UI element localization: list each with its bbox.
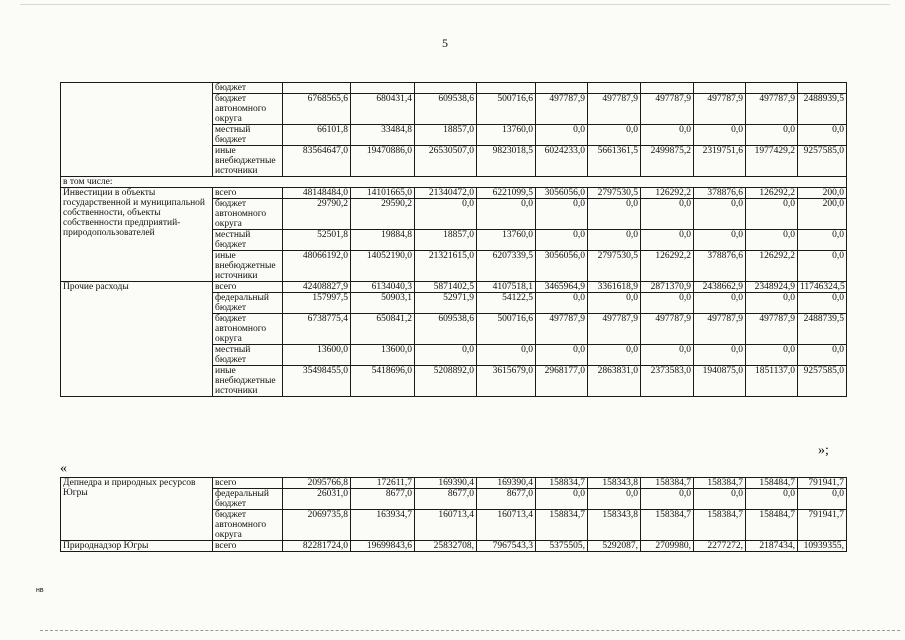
amount-cell: 29790,2 bbox=[283, 199, 351, 230]
amount-cell: 0,0 bbox=[694, 230, 746, 251]
category-cell: Инвестиции в объекты государственной и муниципальной собственности, объекты собственности предприятий-природопользователей bbox=[61, 188, 213, 282]
amount-cell: 8677,0 bbox=[415, 489, 477, 510]
amount-cell: 0,0 bbox=[477, 345, 536, 366]
amount-cell: 2277272, bbox=[694, 541, 746, 552]
amount-cell: 4107518,1 bbox=[477, 282, 536, 293]
amount-cell bbox=[746, 83, 798, 94]
amount-cell: 0,0 bbox=[641, 293, 694, 314]
funding-source-cell: бюджет автономного округа bbox=[213, 510, 283, 541]
table-row bbox=[61, 83, 847, 94]
amount-cell: 0,0 bbox=[798, 125, 847, 146]
amount-cell: 29590,2 bbox=[351, 199, 415, 230]
amount-cell: 19884,8 bbox=[351, 230, 415, 251]
amount-cell: 2488739,5 bbox=[798, 314, 847, 345]
amount-cell: 6768565,6 bbox=[283, 94, 351, 125]
amount-cell: 160713,4 bbox=[477, 510, 536, 541]
amount-cell: 0,0 bbox=[746, 345, 798, 366]
amount-cell: 0,0 bbox=[798, 293, 847, 314]
amount-cell: 19699843,6 bbox=[351, 541, 415, 552]
amount-cell bbox=[798, 83, 847, 94]
funding-source-cell: всего bbox=[213, 282, 283, 293]
amount-cell: 0,0 bbox=[694, 125, 746, 146]
closing-quote: »; bbox=[818, 443, 829, 458]
amount-cell: 158484,7 bbox=[746, 478, 798, 489]
amount-cell: 650841,2 bbox=[351, 314, 415, 345]
amount-cell: 0,0 bbox=[694, 293, 746, 314]
amount-cell: 6221099,5 bbox=[477, 188, 536, 199]
amount-cell: 48066192,0 bbox=[283, 251, 351, 282]
amount-cell: 6024233,0 bbox=[536, 146, 588, 177]
amount-cell: 42408827,9 bbox=[283, 282, 351, 293]
amount-cell: 158343,8 bbox=[588, 478, 641, 489]
funding-source-cell: иные внебюджетные источники bbox=[213, 366, 283, 397]
budget-table-amendment bbox=[60, 477, 847, 552]
amount-cell: 2709980, bbox=[641, 541, 694, 552]
amount-cell bbox=[283, 83, 351, 94]
funding-source-cell: бюджет автономного округа bbox=[213, 94, 283, 125]
amount-cell: 200,0 bbox=[798, 199, 847, 230]
amount-cell bbox=[351, 83, 415, 94]
amount-cell: 3056056,0 bbox=[536, 188, 588, 199]
amount-cell: 18857,0 bbox=[415, 230, 477, 251]
amount-cell: 7967543,3 bbox=[477, 541, 536, 552]
amount-cell bbox=[588, 83, 641, 94]
amount-cell: 66101,8 bbox=[283, 125, 351, 146]
amount-cell: 609538,6 bbox=[415, 94, 477, 125]
funding-source-cell: иные внебюджетные источники bbox=[213, 146, 283, 177]
amount-cell: 158834,7 bbox=[536, 510, 588, 541]
funding-source-cell: местный бюджет bbox=[213, 125, 283, 146]
category-cell: Природнадзор Югры bbox=[61, 541, 213, 552]
amount-cell: 378876,6 bbox=[694, 251, 746, 282]
opening-quote: « bbox=[60, 461, 67, 476]
amount-cell: 2863831,0 bbox=[588, 366, 641, 397]
amount-cell: 21321615,0 bbox=[415, 251, 477, 282]
amount-cell: 13760,0 bbox=[477, 125, 536, 146]
amount-cell: 2871370,9 bbox=[641, 282, 694, 293]
table-row bbox=[61, 541, 847, 552]
amount-cell: 609538,6 bbox=[415, 314, 477, 345]
amount-cell: 158384,7 bbox=[694, 510, 746, 541]
amount-cell: 0,0 bbox=[641, 345, 694, 366]
amount-cell: 9257585,0 bbox=[798, 146, 847, 177]
amount-cell: 169390,4 bbox=[477, 478, 536, 489]
amount-cell: 0,0 bbox=[415, 345, 477, 366]
amount-cell: 13760,0 bbox=[477, 230, 536, 251]
scan-bottom-edge bbox=[40, 630, 900, 631]
amount-cell: 11746324,5 bbox=[798, 282, 847, 293]
amount-cell: 13600,0 bbox=[283, 345, 351, 366]
amount-cell: 2187434, bbox=[746, 541, 798, 552]
amount-cell: 158834,7 bbox=[536, 478, 588, 489]
amount-cell: 0,0 bbox=[798, 230, 847, 251]
amount-cell: 50903,1 bbox=[351, 293, 415, 314]
category-cell: Прочие расходы bbox=[61, 282, 213, 397]
amount-cell: 126292,2 bbox=[746, 251, 798, 282]
amount-cell: 169390,4 bbox=[415, 478, 477, 489]
amount-cell: 160713,4 bbox=[415, 510, 477, 541]
amount-cell: 35498455,0 bbox=[283, 366, 351, 397]
amount-cell: 2968177,0 bbox=[536, 366, 588, 397]
amount-cell: 5375505, bbox=[536, 541, 588, 552]
amount-cell: 0,0 bbox=[798, 345, 847, 366]
amount-cell: 126292,2 bbox=[746, 188, 798, 199]
funding-source-cell: бюджет автономного округа bbox=[213, 199, 283, 230]
amount-cell: 2797530,5 bbox=[588, 188, 641, 199]
amount-cell: 158384,7 bbox=[641, 510, 694, 541]
amount-cell: 0,0 bbox=[694, 489, 746, 510]
amount-cell: 26031,0 bbox=[283, 489, 351, 510]
amount-cell: 0,0 bbox=[641, 489, 694, 510]
table-row bbox=[61, 478, 847, 489]
funding-source-cell: всего bbox=[213, 188, 283, 199]
amount-cell: 680431,4 bbox=[351, 94, 415, 125]
funding-source-cell: местный бюджет bbox=[213, 230, 283, 251]
amount-cell: 2069735,8 bbox=[283, 510, 351, 541]
amount-cell: 0,0 bbox=[536, 293, 588, 314]
funding-source-cell: федеральный бюджет bbox=[213, 489, 283, 510]
amount-cell: 10939355, bbox=[798, 541, 847, 552]
amount-cell: 126292,2 bbox=[641, 188, 694, 199]
amount-cell: 3615679,0 bbox=[477, 366, 536, 397]
amount-cell bbox=[641, 83, 694, 94]
amount-cell: 14052190,0 bbox=[351, 251, 415, 282]
amount-cell: 83564647,0 bbox=[283, 146, 351, 177]
amount-cell: 5418696,0 bbox=[351, 366, 415, 397]
amount-cell: 6134040,3 bbox=[351, 282, 415, 293]
amount-cell: 0,0 bbox=[588, 345, 641, 366]
amount-cell: 5661361,5 bbox=[588, 146, 641, 177]
amount-cell: 52971,9 bbox=[415, 293, 477, 314]
amount-cell: 19470886,0 bbox=[351, 146, 415, 177]
amount-cell: 5208892,0 bbox=[415, 366, 477, 397]
footer-mark: нв bbox=[36, 587, 44, 594]
amount-cell: 497787,9 bbox=[641, 94, 694, 125]
amount-cell: 54122,5 bbox=[477, 293, 536, 314]
section-label: в том числе: bbox=[61, 177, 847, 188]
budget-table-continued bbox=[60, 82, 847, 397]
scan-top-edge bbox=[20, 4, 890, 5]
amount-cell bbox=[694, 83, 746, 94]
funding-source-cell: всего bbox=[213, 478, 283, 489]
page-number: 5 bbox=[442, 36, 448, 50]
amount-cell: 497787,9 bbox=[694, 94, 746, 125]
amount-cell: 25832708, bbox=[415, 541, 477, 552]
amount-cell bbox=[477, 83, 536, 94]
amount-cell: 2319751,6 bbox=[694, 146, 746, 177]
table-row bbox=[61, 177, 847, 188]
amount-cell: 2499875,2 bbox=[641, 146, 694, 177]
amount-cell: 0,0 bbox=[536, 199, 588, 230]
amount-cell: 1851137,0 bbox=[746, 366, 798, 397]
amount-cell: 3361618,9 bbox=[588, 282, 641, 293]
amount-cell: 0,0 bbox=[641, 125, 694, 146]
amount-cell: 6207339,5 bbox=[477, 251, 536, 282]
amount-cell: 8677,0 bbox=[351, 489, 415, 510]
amount-cell: 1940875,0 bbox=[694, 366, 746, 397]
amount-cell: 0,0 bbox=[588, 293, 641, 314]
amount-cell: 158484,7 bbox=[746, 510, 798, 541]
amount-cell: 3465964,9 bbox=[536, 282, 588, 293]
amount-cell: 497787,9 bbox=[641, 314, 694, 345]
amount-cell: 157997,5 bbox=[283, 293, 351, 314]
amount-cell: 497787,9 bbox=[694, 314, 746, 345]
amount-cell: 158343,8 bbox=[588, 510, 641, 541]
funding-source-cell: федеральный бюджет bbox=[213, 293, 283, 314]
amount-cell: 0,0 bbox=[746, 125, 798, 146]
amount-cell: 5871402,5 bbox=[415, 282, 477, 293]
amount-cell: 1977429,2 bbox=[746, 146, 798, 177]
amount-cell: 0,0 bbox=[588, 230, 641, 251]
amount-cell: 2438662,9 bbox=[694, 282, 746, 293]
amount-cell: 497787,9 bbox=[588, 94, 641, 125]
amount-cell: 82281724,0 bbox=[283, 541, 351, 552]
amount-cell: 0,0 bbox=[588, 489, 641, 510]
amount-cell: 126292,2 bbox=[641, 251, 694, 282]
funding-source-cell: бюджет автономного округа bbox=[213, 314, 283, 345]
amount-cell: 0,0 bbox=[746, 293, 798, 314]
amount-cell: 0,0 bbox=[536, 125, 588, 146]
amount-cell: 14101665,0 bbox=[351, 188, 415, 199]
amount-cell: 52501,8 bbox=[283, 230, 351, 251]
amount-cell: 0,0 bbox=[536, 489, 588, 510]
amount-cell: 2348924,9 bbox=[746, 282, 798, 293]
amount-cell: 0,0 bbox=[536, 230, 588, 251]
amount-cell: 497787,9 bbox=[588, 314, 641, 345]
amount-cell: 2797530,5 bbox=[588, 251, 641, 282]
amount-cell: 3056056,0 bbox=[536, 251, 588, 282]
funding-source-cell: бюджет bbox=[213, 83, 283, 94]
amount-cell: 0,0 bbox=[536, 345, 588, 366]
amount-cell: 0,0 bbox=[694, 199, 746, 230]
amount-cell: 2095766,8 bbox=[283, 478, 351, 489]
amount-cell: 497787,9 bbox=[746, 314, 798, 345]
amount-cell: 0,0 bbox=[415, 199, 477, 230]
amount-cell: 6738775,4 bbox=[283, 314, 351, 345]
amount-cell: 497787,9 bbox=[536, 314, 588, 345]
amount-cell: 8677,0 bbox=[477, 489, 536, 510]
amount-cell: 0,0 bbox=[746, 199, 798, 230]
amount-cell: 0,0 bbox=[641, 230, 694, 251]
amount-cell: 18857,0 bbox=[415, 125, 477, 146]
amount-cell: 21340472,0 bbox=[415, 188, 477, 199]
amount-cell: 172611,7 bbox=[351, 478, 415, 489]
amount-cell: 26530507,0 bbox=[415, 146, 477, 177]
amount-cell: 0,0 bbox=[798, 489, 847, 510]
amount-cell: 0,0 bbox=[694, 345, 746, 366]
amount-cell: 200,0 bbox=[798, 188, 847, 199]
amount-cell: 791941,7 bbox=[798, 478, 847, 489]
amount-cell: 13600,0 bbox=[351, 345, 415, 366]
amount-cell: 158384,7 bbox=[641, 478, 694, 489]
amount-cell: 0,0 bbox=[746, 489, 798, 510]
table-row bbox=[61, 188, 847, 199]
amount-cell: 500716,6 bbox=[477, 94, 536, 125]
amount-cell: 2488939,5 bbox=[798, 94, 847, 125]
amount-cell bbox=[415, 83, 477, 94]
amount-cell: 497787,9 bbox=[746, 94, 798, 125]
amount-cell: 158384,7 bbox=[694, 478, 746, 489]
amount-cell: 378876,6 bbox=[694, 188, 746, 199]
funding-source-cell: иные внебюджетные источники bbox=[213, 251, 283, 282]
amount-cell: 5292087, bbox=[588, 541, 641, 552]
category-cell: Депнедра и природных ресурсов Югры bbox=[61, 478, 213, 541]
amount-cell: 0,0 bbox=[588, 199, 641, 230]
amount-cell: 497787,9 bbox=[536, 94, 588, 125]
amount-cell: 0,0 bbox=[477, 199, 536, 230]
amount-cell: 791941,7 bbox=[798, 510, 847, 541]
amount-cell: 500716,6 bbox=[477, 314, 536, 345]
amount-cell: 9257585,0 bbox=[798, 366, 847, 397]
amount-cell: 163934,7 bbox=[351, 510, 415, 541]
amount-cell: 2373583,0 bbox=[641, 366, 694, 397]
table-row bbox=[61, 282, 847, 293]
amount-cell: 48148484,0 bbox=[283, 188, 351, 199]
amount-cell: 0,0 bbox=[588, 125, 641, 146]
amount-cell: 9823018,5 bbox=[477, 146, 536, 177]
amount-cell: 33484,8 bbox=[351, 125, 415, 146]
category-cell bbox=[61, 83, 213, 177]
funding-source-cell: всего bbox=[213, 541, 283, 552]
amount-cell: 0,0 bbox=[641, 199, 694, 230]
funding-source-cell: местный бюджет bbox=[213, 345, 283, 366]
amount-cell bbox=[536, 83, 588, 94]
amount-cell: 0,0 bbox=[746, 230, 798, 251]
amount-cell: 0,0 bbox=[798, 251, 847, 282]
